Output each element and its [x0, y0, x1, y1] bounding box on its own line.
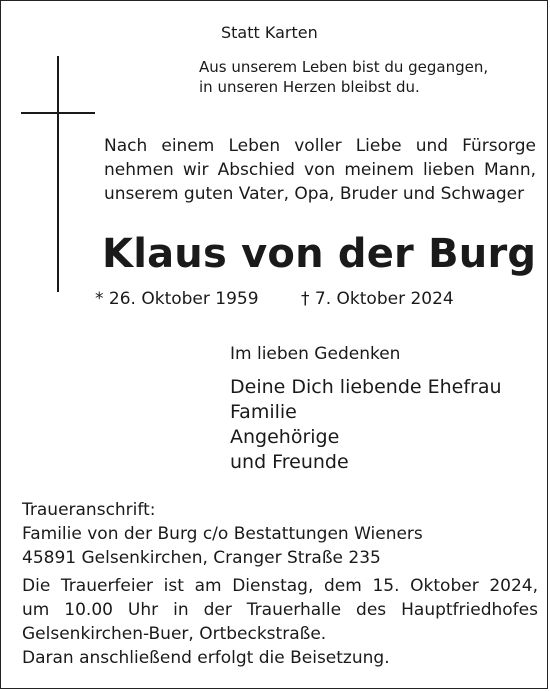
- memorial-poem: [199, 57, 488, 97]
- funeral-line: um 10.00 Uhr in der Trauerhalle des Hauptfriedhofes: [22, 600, 538, 620]
- birth-date: * 26. Oktober 1959: [95, 289, 259, 309]
- deceased-name: Klaus von der Burg: [102, 231, 537, 277]
- intro-line: nehmen wir Abschied von meinem lieben Mann,: [104, 160, 536, 180]
- address-label: Traueranschrift:: [22, 500, 156, 520]
- address-line: Familie von der Burg c/o Bestattungen Wieners: [22, 524, 423, 544]
- mourning-address: [22, 498, 423, 570]
- mourner-entry: Familie: [230, 401, 297, 423]
- statt-karten-label: Statt Karten: [221, 23, 318, 42]
- address-line: 45891 Gelsenkirchen, Cranger Straße 235: [22, 548, 381, 568]
- mourner-entry: Deine Dich liebende Ehefrau: [230, 376, 502, 398]
- cross-icon-bar: [21, 112, 95, 114]
- death-date: † 7. Oktober 2024: [301, 289, 454, 309]
- mourning-intro: Im lieben Gedenken: [230, 344, 401, 364]
- intro-line: Nach einem Leben voller Liebe und Fürsorge: [104, 136, 536, 156]
- mourner-entry: Angehörige: [230, 426, 340, 448]
- funeral-details: [22, 574, 538, 670]
- mourners-list: [230, 375, 502, 475]
- poem-line: Aus unserem Leben bist du gegangen,: [199, 58, 489, 76]
- funeral-line: Gelsenkirchen-Buer, Ortbeckstraße.: [22, 624, 327, 644]
- funeral-line: Daran anschließend erfolgt die Beisetzung.: [22, 648, 390, 668]
- intro-line: unserem guten Vater, Opa, Bruder und Schwager: [104, 184, 525, 204]
- cross-icon: [57, 56, 59, 292]
- funeral-line: Die Trauerfeier ist am Dienstag, dem 15. Oktober 2024,: [22, 576, 538, 596]
- poem-line: in unseren Herzen bleibst du.: [199, 78, 420, 96]
- mourner-entry: und Freunde: [230, 451, 349, 473]
- intro-text: [104, 134, 536, 206]
